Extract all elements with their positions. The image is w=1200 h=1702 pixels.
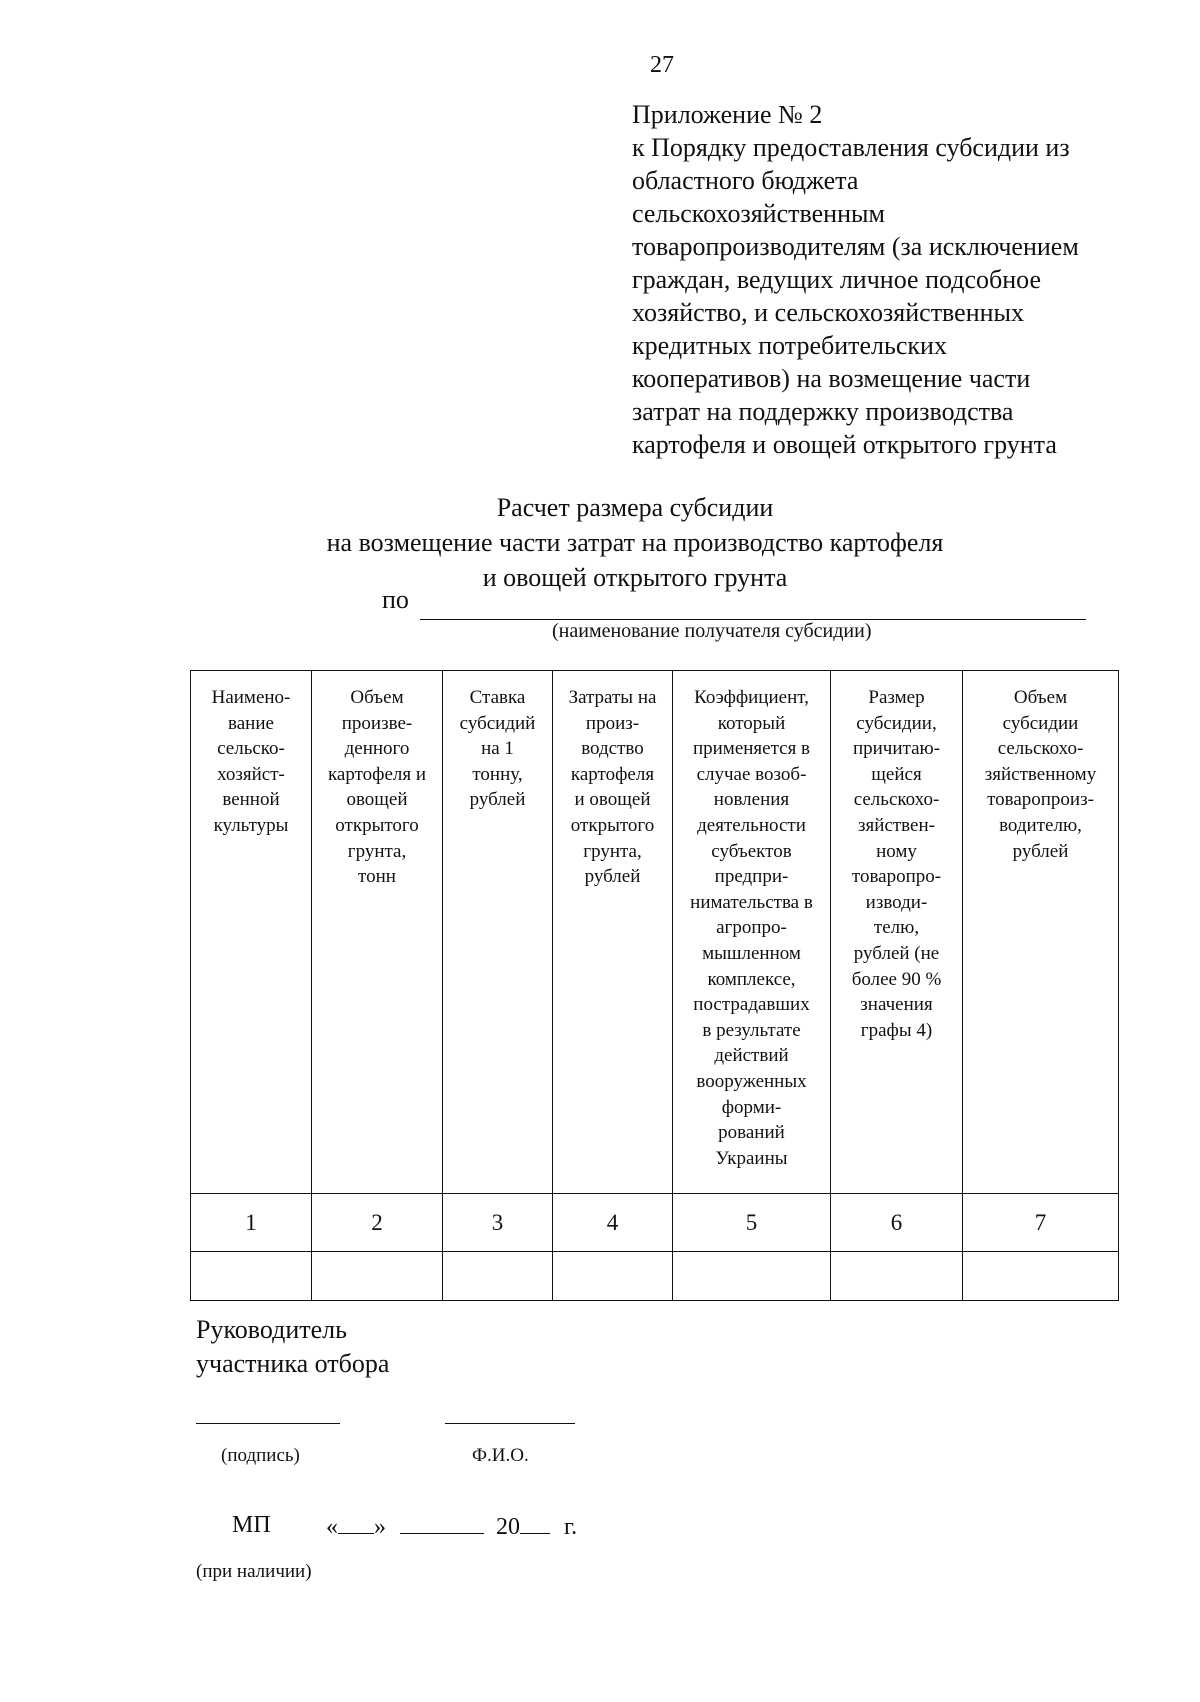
column-number: 7 — [963, 1194, 1119, 1252]
table-cell[interactable] — [553, 1252, 673, 1301]
column-number: 1 — [191, 1194, 312, 1252]
header-subsidy-amount — [831, 671, 963, 1194]
header-line: предпри- — [714, 866, 789, 888]
header-line: и овощей — [574, 789, 651, 811]
appendix-line: граждан, ведущих личное подсобное — [632, 265, 1042, 294]
open-quote: « — [326, 1514, 338, 1540]
month-field[interactable] — [400, 1513, 484, 1534]
full-name-field[interactable] — [445, 1423, 575, 1424]
header-line: рублей — [584, 866, 641, 888]
header-line: щейся — [871, 763, 922, 785]
close-quote: » — [374, 1514, 386, 1540]
header-line: денного — [344, 738, 410, 760]
appendix-line: кооперативов) на возмещение части — [632, 364, 1031, 393]
header-line: более 90 % — [851, 968, 942, 990]
header-line: вание — [228, 712, 274, 734]
header-line: товаропро- — [851, 866, 942, 888]
appendix-line: кредитных потребительских — [632, 331, 947, 360]
header-line: комплексе, — [707, 968, 796, 990]
header-line: сельскохо- — [997, 738, 1084, 760]
header-line: грунта, — [583, 840, 642, 862]
header-line: открытого — [570, 814, 655, 836]
table-cell[interactable] — [443, 1252, 553, 1301]
table-header-row — [191, 671, 1119, 1194]
appendix-line: сельскохозяйственным — [632, 199, 885, 228]
header-line: произве- — [341, 712, 413, 734]
header-line: случае возоб- — [696, 763, 807, 785]
header-production-volume — [312, 671, 443, 1194]
appendix-line: Приложение № 2 — [632, 100, 823, 129]
column-number: 2 — [312, 1194, 443, 1252]
header-line: товаропроиз- — [987, 789, 1094, 811]
year-field[interactable] — [520, 1513, 550, 1534]
header-line: субсидий — [459, 712, 536, 734]
header-line: Украины — [715, 1147, 788, 1169]
header-line: рублей (не — [853, 942, 940, 964]
appendix-line: хозяйство, и сельскохозяйственных — [632, 298, 1025, 327]
header-line: Коэффициент, — [694, 687, 809, 708]
table-cell[interactable] — [312, 1252, 443, 1301]
signature-caption: (подпись) — [221, 1445, 300, 1466]
signature-field[interactable] — [196, 1423, 340, 1424]
header-line: сельско- — [217, 738, 285, 760]
header-line: форми- — [721, 1096, 782, 1118]
recipient-prefix: по — [382, 585, 409, 614]
header-line: на 1 — [481, 738, 514, 760]
header-line: картофеля — [570, 763, 655, 785]
header-line: Объем — [350, 687, 404, 708]
header-line: мышленном — [702, 942, 801, 964]
header-production-costs — [553, 671, 673, 1194]
header-line: овощей — [346, 789, 408, 811]
title-line: Расчет размера субсидии — [496, 493, 774, 522]
appendix-line: затрат на поддержку производства — [632, 397, 1014, 426]
table-row — [191, 1252, 1119, 1301]
header-line: Размер — [868, 687, 925, 708]
appendix-header — [632, 98, 1177, 461]
header-line: картофеля и — [327, 763, 427, 785]
header-coefficient — [673, 671, 831, 1194]
header-line: пострадавших — [693, 994, 810, 1016]
header-line: причитаю- — [852, 738, 941, 760]
table-cell[interactable] — [191, 1252, 312, 1301]
header-subsidy-volume — [963, 671, 1119, 1194]
header-line: грунта, — [347, 840, 407, 862]
header-line: Затраты на — [568, 687, 657, 708]
document-title — [0, 490, 1200, 595]
appendix-line: к Порядку предоставления субсидии из — [632, 133, 1070, 162]
header-line: субсидии — [1002, 712, 1079, 734]
header-line: действий — [714, 1045, 789, 1067]
header-line: нимательства в — [690, 891, 813, 913]
header-line: открытого — [335, 814, 419, 836]
header-line: хозяйст- — [217, 763, 285, 785]
header-line: тонн — [358, 866, 396, 888]
header-line: рублей — [1012, 840, 1069, 862]
page-number: 27 — [650, 52, 674, 78]
column-number: 5 — [673, 1194, 831, 1252]
signer-title — [196, 1313, 389, 1381]
seal-caption: (при наличии) — [196, 1561, 312, 1582]
header-line: Ставка — [469, 687, 526, 708]
header-line: Наимено- — [211, 687, 291, 708]
header-line: венной — [222, 789, 280, 811]
full-name-caption: Ф.И.О. — [472, 1445, 529, 1466]
title-line: на возмещение части затрат на производство картофеля — [326, 528, 944, 557]
header-line: значения — [860, 994, 933, 1016]
recipient-caption: (наименование получателя субсидии) — [552, 620, 872, 642]
header-line: сельскохо- — [853, 789, 940, 811]
header-line: зяйствен- — [858, 814, 935, 836]
header-line: новления — [713, 789, 790, 811]
year-suffix: г. — [564, 1514, 578, 1540]
header-line: рублей — [469, 789, 526, 811]
header-line: который — [717, 712, 786, 734]
header-line: применяется в — [692, 738, 811, 760]
appendix-line: картофеля и овощей открытого грунта — [632, 430, 1057, 459]
column-number: 3 — [443, 1194, 553, 1252]
header-line: рований — [718, 1122, 785, 1144]
header-line: ному — [876, 840, 917, 862]
appendix-line: областного бюджета — [632, 166, 859, 195]
subsidy-calculation-table — [190, 670, 1119, 1301]
header-line: субъектов — [711, 840, 792, 862]
header-line: водителю, — [999, 814, 1082, 836]
table-cell[interactable] — [963, 1252, 1119, 1301]
header-line: агропро- — [716, 917, 787, 939]
header-line: Объем — [1013, 687, 1068, 708]
appendix-line: товаропроизводителям (за исключением — [632, 232, 1079, 261]
header-line: вооруженных — [696, 1070, 807, 1092]
header-line: субсидии, — [856, 712, 937, 734]
header-line: деятельности — [697, 814, 806, 836]
signer-line: участника отбора — [196, 1349, 390, 1378]
header-crop-name — [191, 671, 312, 1194]
table-cell[interactable] — [831, 1252, 963, 1301]
date-field — [326, 1513, 577, 1541]
header-line: тонну, — [472, 763, 523, 785]
header-subsidy-rate — [443, 671, 553, 1194]
header-line: культуры — [213, 814, 289, 836]
header-line: графы 4) — [860, 1019, 933, 1041]
title-line: и овощей открытого грунта — [482, 563, 788, 592]
header-line: в результате — [702, 1019, 801, 1041]
day-field[interactable] — [338, 1513, 374, 1534]
header-line: произ- — [585, 712, 640, 734]
header-line: телю, — [873, 917, 920, 939]
seal-label: МП — [232, 1512, 271, 1538]
table-column-numbers-row — [191, 1194, 1119, 1252]
signer-line: Руководитель — [196, 1315, 347, 1344]
column-number: 6 — [831, 1194, 963, 1252]
table-cell[interactable] — [673, 1252, 831, 1301]
year-prefix: 20 — [496, 1514, 520, 1540]
column-number: 4 — [553, 1194, 673, 1252]
header-line: изводи- — [865, 891, 928, 913]
header-line: водство — [581, 738, 644, 760]
header-line: зяйственному — [984, 763, 1097, 785]
